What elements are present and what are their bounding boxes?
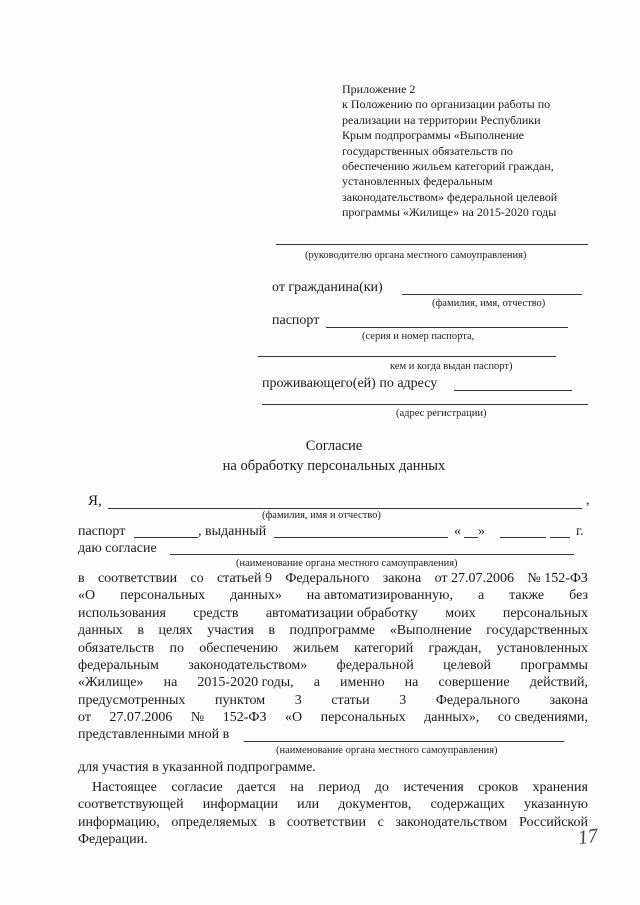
address-blank-line xyxy=(454,390,572,391)
body-line xyxy=(78,779,588,796)
word: «Выполнение xyxy=(389,623,472,639)
word: со сведениями, xyxy=(497,710,588,726)
body-line xyxy=(78,640,588,657)
word: документов, xyxy=(338,797,412,813)
word: «О xyxy=(284,710,303,726)
word: сроков xyxy=(478,780,519,795)
appendix-line: Крым подпрограммы «Выполнение xyxy=(342,128,524,143)
appendix-line: реализации на территории Республики xyxy=(342,112,541,127)
passport-label: паспорт xyxy=(272,313,320,328)
presented-blank-line xyxy=(244,741,564,742)
form-passport-blank xyxy=(134,537,198,538)
word: совершение xyxy=(438,675,510,691)
word: соответствии xyxy=(286,814,366,830)
issued-caption: кем и когда выдан паспорт) xyxy=(390,361,513,372)
date-day-blank xyxy=(464,537,478,538)
word: указанную xyxy=(523,797,588,813)
date-month-blank xyxy=(500,537,546,538)
consent-blank-line xyxy=(170,554,574,555)
address-caption: (адрес регистрации) xyxy=(396,408,487,419)
word: автоматизации обработку xyxy=(265,605,418,621)
word: по xyxy=(169,640,184,656)
word: моих xyxy=(445,605,476,621)
body-line xyxy=(78,709,588,726)
address-blank-line-2 xyxy=(262,404,588,405)
word: установленных xyxy=(496,640,588,656)
title-line-2: на обработку персональных данных xyxy=(222,458,446,474)
year-suffix: г. xyxy=(576,524,584,539)
word: Настоящее xyxy=(92,780,157,795)
word: на xyxy=(404,675,419,691)
word: информации xyxy=(202,797,279,813)
word: использования xyxy=(78,605,166,621)
body-paragraph-1 xyxy=(78,570,588,727)
body-paragraph-2 xyxy=(78,779,588,849)
appendix-line: установленных федеральным xyxy=(342,174,493,189)
word: данных xyxy=(78,623,123,639)
body-line xyxy=(78,605,588,622)
word: на xyxy=(290,780,304,795)
word: в xyxy=(268,814,276,830)
word: Федерального xyxy=(435,692,520,708)
word: от 27.07.2006 xyxy=(434,571,515,586)
word: или xyxy=(297,797,320,813)
word: пунктом xyxy=(215,692,266,708)
body-line xyxy=(78,622,588,639)
body-line xyxy=(78,570,588,587)
form-issued-blank xyxy=(274,537,448,538)
passport-caption: (серия и номер паспорта, xyxy=(362,331,475,342)
fio-caption: (фамилия, имя, отчество) xyxy=(432,298,546,309)
word: федеральной xyxy=(336,658,414,674)
body-line xyxy=(78,587,588,604)
appendix-line: Приложение 2 xyxy=(342,82,416,96)
head-blank-line xyxy=(276,244,588,245)
word: федеральным xyxy=(78,658,159,674)
appendix-line: к Положению по организации работы по xyxy=(342,97,551,112)
fio-blank-line xyxy=(108,508,582,509)
word: 3 xyxy=(294,692,302,708)
word: период xyxy=(318,780,361,795)
appendix-line: обеспечению жильем категорий граждан, xyxy=(342,159,554,174)
word: № 152-ФЗ xyxy=(527,571,588,586)
word: действий, xyxy=(529,675,588,691)
date-open: « xyxy=(454,524,461,539)
word: «Жилище» xyxy=(78,675,144,691)
word: в xyxy=(78,571,85,586)
word: предусмотренных xyxy=(78,692,186,708)
word: 3 xyxy=(399,692,407,708)
word: от xyxy=(78,710,91,726)
body-line xyxy=(78,692,588,709)
i-end: , xyxy=(586,493,590,508)
word: персональных xyxy=(120,588,206,604)
word: с xyxy=(377,814,384,830)
purpose-line: для участия в указанной подпрограмме. xyxy=(78,760,316,775)
word: государственных xyxy=(486,623,588,639)
word: средств xyxy=(193,605,239,621)
consent-label: даю согласие xyxy=(78,541,157,556)
word: именно xyxy=(340,675,385,691)
word: персональных xyxy=(502,605,588,621)
body-line-last: Федерации. xyxy=(78,832,148,848)
word: дается xyxy=(237,780,276,795)
word: целевой xyxy=(443,658,492,674)
title-line-1: Согласие xyxy=(305,438,363,454)
word: а xyxy=(477,588,485,604)
word: определяемых xyxy=(171,814,258,830)
word: 2015-2020 годы, xyxy=(197,675,294,691)
presented-label: представленными мной в xyxy=(78,727,230,742)
body-line xyxy=(78,674,588,691)
i-label: Я, xyxy=(88,493,102,509)
date-year-blank xyxy=(550,537,570,538)
word: № xyxy=(190,710,205,726)
from-label: от гражданина(ки) xyxy=(272,280,383,295)
address-label: проживающего(ей) по адресу xyxy=(262,376,438,391)
word: со xyxy=(190,571,204,586)
word: 27.07.2006 xyxy=(109,710,173,726)
word: статьи xyxy=(331,692,370,708)
word: также xyxy=(509,588,545,604)
form-org-caption: (наименование органа местного самоуправления) xyxy=(236,558,458,569)
word: в xyxy=(268,623,275,639)
word: закона xyxy=(382,571,422,586)
word: категорий xyxy=(354,640,414,656)
word: обеспечению xyxy=(199,640,279,656)
word: Российской xyxy=(519,814,588,830)
word: до xyxy=(374,780,389,795)
word: граждан, xyxy=(428,640,482,656)
word: подпрограмме xyxy=(289,623,376,639)
appendix-line: государственных обязательств по xyxy=(342,143,513,158)
word: хранения xyxy=(532,780,588,795)
word: в xyxy=(137,623,144,639)
word: согласие xyxy=(171,780,223,795)
word: данных», xyxy=(424,710,480,726)
passport-blank-line xyxy=(326,327,568,328)
org-caption-2: (наименование органа местного самоуправления) xyxy=(276,745,498,756)
head-caption: (руководителю органа местного самоуправления) xyxy=(305,250,527,261)
word: информацию, xyxy=(78,814,160,830)
from-blank-line xyxy=(402,294,582,295)
issued-blank-line xyxy=(258,356,556,357)
word: а xyxy=(313,675,320,691)
word: «О xyxy=(78,588,96,604)
word: истечения xyxy=(403,780,464,795)
body-line xyxy=(78,796,588,813)
appendix-line: законодательством» федеральной целевой xyxy=(342,189,558,204)
form-fio-caption: (фамилия, имя и отчество) xyxy=(262,510,381,521)
word: участия xyxy=(207,623,254,639)
appendix-line: программы «Жилище» на 2015-2020 годы xyxy=(342,205,557,220)
word: целях xyxy=(158,623,193,639)
doc-title xyxy=(0,438,640,475)
date-close: » xyxy=(478,524,485,539)
word: персональных xyxy=(320,710,406,726)
word: 152-ФЗ xyxy=(222,710,267,726)
body-line xyxy=(78,814,588,831)
word: соответствии xyxy=(97,571,178,586)
appendix-block xyxy=(342,82,612,221)
word: данных» xyxy=(230,588,282,604)
word: программы xyxy=(520,658,588,674)
word: статьей 9 xyxy=(216,571,273,586)
word: Федерального xyxy=(285,571,370,586)
form-issued-label: , выданный xyxy=(198,524,267,539)
word: содержащих xyxy=(430,797,505,813)
word: соответствующей xyxy=(78,797,184,813)
word: обязательств xyxy=(78,640,155,656)
word: на xyxy=(163,675,178,691)
word: без xyxy=(569,588,588,604)
word: на автоматизированную, xyxy=(306,588,453,604)
word: законодательством xyxy=(395,814,508,830)
page-number: 17 xyxy=(576,824,600,850)
word: законодательством» xyxy=(188,658,308,674)
word: закона xyxy=(549,692,588,708)
word: жильем xyxy=(293,640,339,656)
body-line xyxy=(78,657,588,674)
form-passport-label: паспорт xyxy=(78,524,126,539)
